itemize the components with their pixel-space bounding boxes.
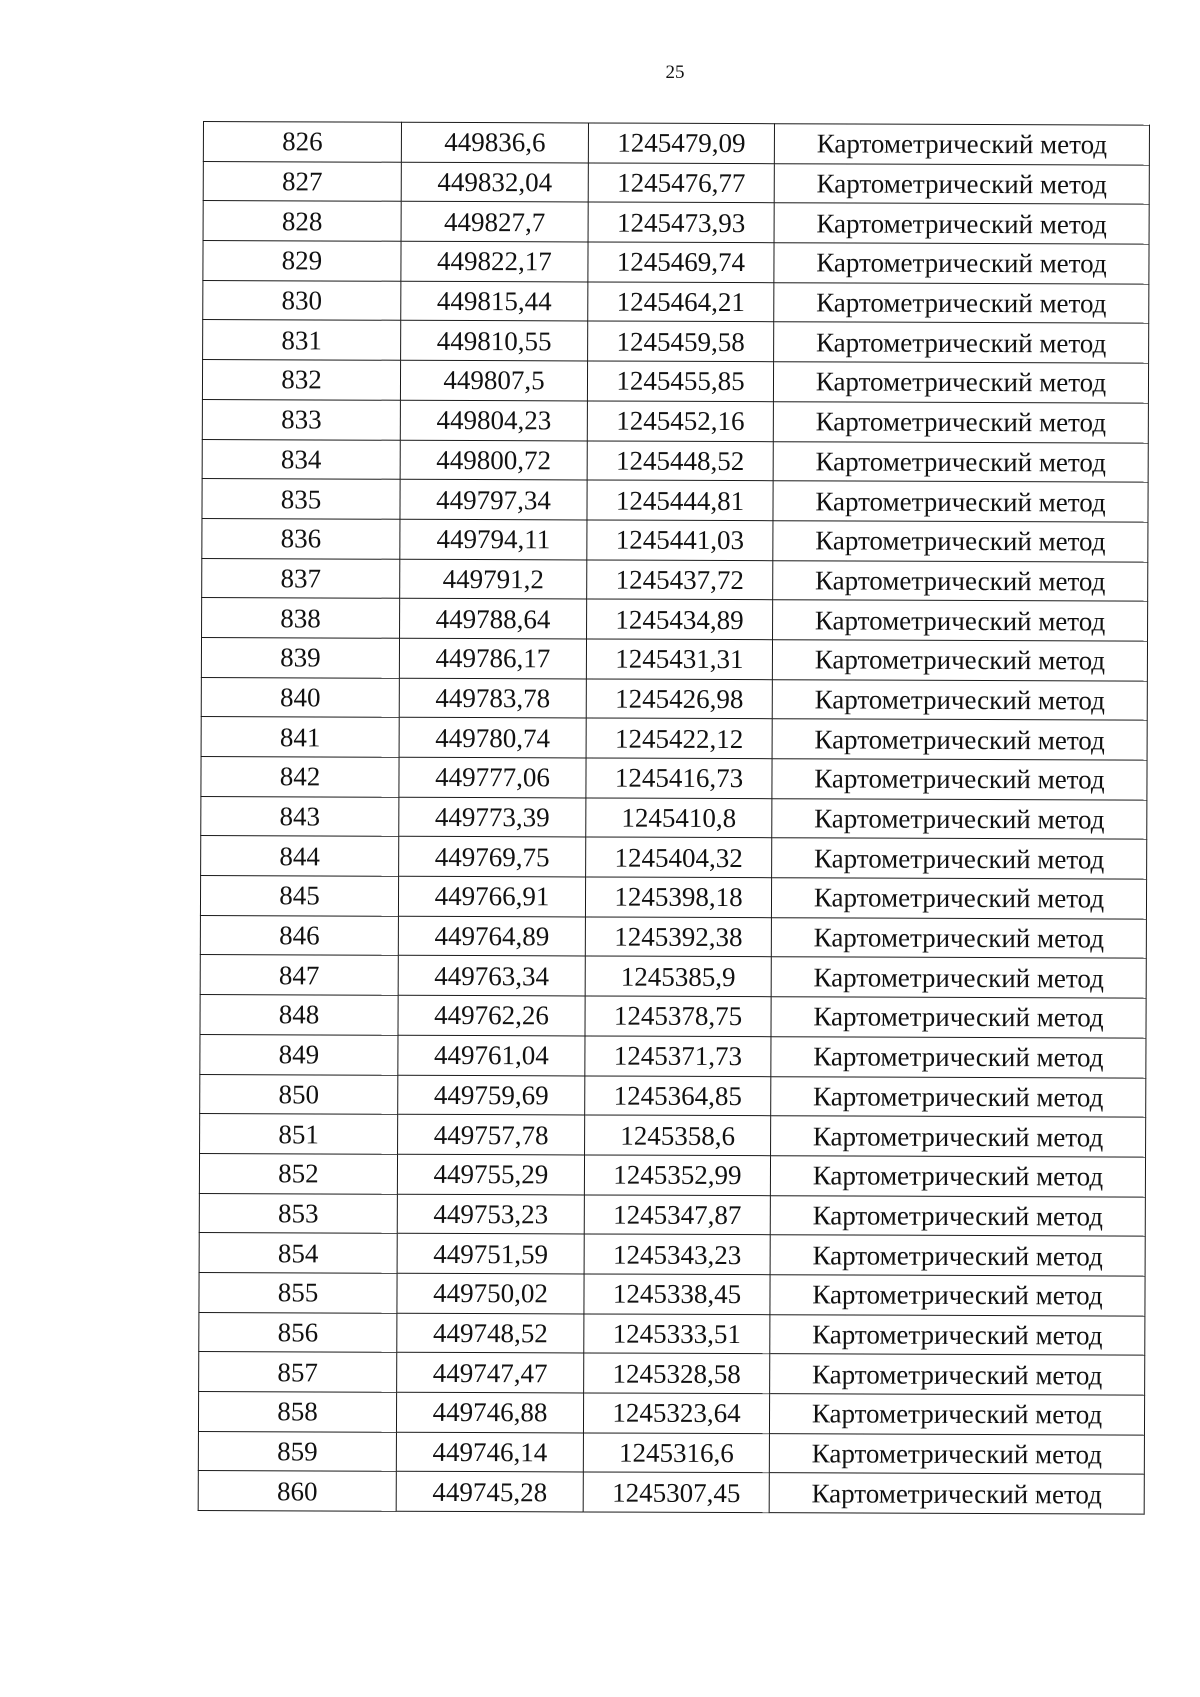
x-coordinate-cell: 449786,17 — [399, 638, 586, 678]
table-row — [200, 955, 1146, 998]
table-row — [200, 1034, 1146, 1077]
table-row — [201, 637, 1147, 680]
method-cell: Картометрический метод — [772, 640, 1147, 681]
table-row — [202, 518, 1148, 561]
table-row — [199, 1153, 1145, 1196]
y-coordinate-cell: 1245338,45 — [584, 1274, 770, 1314]
point-number-cell: 836 — [202, 518, 400, 558]
method-cell: Картометрический метод — [769, 1473, 1144, 1514]
y-coordinate-cell: 1245479,09 — [588, 123, 774, 163]
table-row — [198, 1471, 1144, 1514]
x-coordinate-cell: 449753,23 — [397, 1194, 584, 1234]
x-coordinate-cell: 449759,69 — [398, 1075, 585, 1115]
table-row — [201, 796, 1147, 839]
point-number-cell: 848 — [200, 995, 398, 1035]
method-cell: Картометрический метод — [773, 481, 1148, 522]
x-coordinate-cell: 449766,91 — [398, 876, 585, 916]
x-coordinate-cell: 449822,17 — [401, 241, 588, 281]
x-coordinate-cell: 449769,75 — [399, 837, 586, 877]
y-coordinate-cell: 1245476,77 — [588, 163, 774, 203]
x-coordinate-cell: 449783,78 — [399, 678, 586, 718]
point-number-cell: 846 — [200, 915, 398, 955]
y-coordinate-cell: 1245307,45 — [583, 1472, 769, 1512]
point-number-cell: 843 — [201, 796, 399, 836]
point-number-cell: 849 — [200, 1034, 398, 1074]
method-cell: Картометрический метод — [773, 521, 1148, 562]
point-number-cell: 830 — [203, 280, 401, 320]
point-number-cell: 856 — [199, 1312, 397, 1352]
y-coordinate-cell: 1245410,8 — [586, 798, 772, 838]
x-coordinate-cell: 449773,39 — [399, 797, 586, 837]
point-number-cell: 839 — [201, 637, 399, 677]
method-cell: Картометрический метод — [773, 560, 1148, 601]
method-cell: Картометрический метод — [772, 759, 1147, 800]
table-row — [202, 479, 1148, 522]
table-row — [202, 558, 1148, 601]
x-coordinate-cell: 449763,34 — [398, 956, 585, 996]
method-cell: Картометрический метод — [771, 1116, 1146, 1157]
x-coordinate-cell: 449810,55 — [401, 321, 588, 361]
y-coordinate-cell: 1245398,18 — [585, 877, 771, 917]
table-row — [202, 399, 1148, 442]
x-coordinate-cell: 449788,64 — [400, 599, 587, 639]
method-cell: Картометрический метод — [769, 1394, 1144, 1435]
method-cell: Картометрический метод — [774, 124, 1149, 165]
point-number-cell: 831 — [203, 320, 401, 360]
method-cell: Картометрический метод — [774, 203, 1149, 244]
y-coordinate-cell: 1245448,52 — [587, 440, 773, 480]
point-number-cell: 860 — [198, 1471, 396, 1511]
method-cell: Картометрический метод — [771, 1076, 1146, 1117]
y-coordinate-cell: 1245347,87 — [584, 1195, 770, 1235]
table-row — [198, 1431, 1144, 1474]
y-coordinate-cell: 1245426,98 — [586, 679, 772, 719]
point-number-cell: 859 — [198, 1431, 396, 1471]
point-number-cell: 828 — [203, 201, 401, 241]
point-number-cell: 837 — [202, 558, 400, 598]
coordinates-table — [198, 121, 1150, 1515]
point-number-cell: 851 — [200, 1114, 398, 1154]
y-coordinate-cell: 1245452,16 — [587, 401, 773, 441]
point-number-cell: 840 — [201, 677, 399, 717]
y-coordinate-cell: 1245459,58 — [588, 321, 774, 361]
table-row — [199, 1233, 1145, 1276]
y-coordinate-cell: 1245455,85 — [587, 361, 773, 401]
method-cell: Картометрический метод — [773, 402, 1148, 443]
y-coordinate-cell: 1245333,51 — [584, 1314, 770, 1354]
y-coordinate-cell: 1245434,89 — [587, 599, 773, 639]
table-row — [200, 995, 1146, 1038]
table-row — [201, 717, 1147, 760]
table-row — [199, 1193, 1145, 1236]
table-row — [202, 360, 1148, 403]
table-row — [199, 1352, 1145, 1395]
point-number-cell: 833 — [202, 399, 400, 439]
y-coordinate-cell: 1245316,6 — [583, 1433, 769, 1473]
x-coordinate-cell: 449791,2 — [400, 559, 587, 599]
method-cell: Картометрический метод — [769, 1433, 1144, 1474]
y-coordinate-cell: 1245404,32 — [586, 837, 772, 877]
table-row — [199, 1272, 1145, 1315]
table-row — [199, 1312, 1145, 1355]
point-number-cell: 841 — [201, 717, 399, 757]
x-coordinate-cell: 449804,23 — [400, 400, 587, 440]
point-number-cell: 857 — [199, 1352, 397, 1392]
point-number-cell: 827 — [203, 161, 401, 201]
y-coordinate-cell: 1245371,73 — [585, 1036, 771, 1076]
method-cell: Картометрический метод — [771, 997, 1146, 1038]
y-coordinate-cell: 1245328,58 — [584, 1353, 770, 1393]
point-number-cell: 834 — [202, 439, 400, 479]
y-coordinate-cell: 1245473,93 — [588, 202, 774, 242]
method-cell: Картометрический метод — [772, 679, 1147, 720]
x-coordinate-cell: 449815,44 — [401, 281, 588, 321]
x-coordinate-cell: 449807,5 — [400, 360, 587, 400]
table-row — [203, 201, 1149, 244]
point-number-cell: 858 — [198, 1391, 396, 1431]
method-cell: Картометрический метод — [770, 1354, 1145, 1395]
x-coordinate-cell: 449750,02 — [397, 1273, 584, 1313]
x-coordinate-cell: 449797,34 — [400, 479, 587, 519]
method-cell: Картометрический метод — [772, 838, 1147, 879]
method-cell: Картометрический метод — [771, 1037, 1146, 1078]
point-number-cell: 847 — [200, 955, 398, 995]
method-cell: Картометрический метод — [774, 282, 1149, 323]
table-row — [203, 280, 1149, 323]
x-coordinate-cell: 449757,78 — [398, 1114, 585, 1154]
x-coordinate-cell: 449836,6 — [401, 122, 588, 162]
y-coordinate-cell: 1245358,6 — [585, 1115, 771, 1155]
y-coordinate-cell: 1245323,64 — [583, 1393, 769, 1433]
method-cell: Картометрический метод — [774, 322, 1149, 363]
point-number-cell: 850 — [200, 1074, 398, 1114]
method-cell: Картометрический метод — [772, 719, 1147, 760]
table-row — [203, 122, 1149, 165]
method-cell: Картометрический метод — [774, 243, 1149, 284]
point-number-cell: 853 — [199, 1193, 397, 1233]
method-cell: Картометрический метод — [770, 1156, 1145, 1197]
table-row — [201, 677, 1147, 720]
x-coordinate-cell: 449746,14 — [396, 1432, 583, 1472]
x-coordinate-cell: 449747,47 — [397, 1353, 584, 1393]
table-row — [200, 1114, 1146, 1157]
y-coordinate-cell: 1245437,72 — [587, 560, 773, 600]
x-coordinate-cell: 449780,74 — [399, 718, 586, 758]
x-coordinate-cell: 449764,89 — [398, 916, 585, 956]
method-cell: Картометрический метод — [771, 878, 1146, 919]
point-number-cell: 842 — [201, 756, 399, 796]
table-row — [201, 836, 1147, 879]
x-coordinate-cell: 449777,06 — [399, 757, 586, 797]
point-number-cell: 826 — [203, 122, 401, 162]
method-cell: Картометрический метод — [773, 600, 1148, 641]
method-cell: Картометрический метод — [770, 1314, 1145, 1355]
x-coordinate-cell: 449755,29 — [397, 1154, 584, 1194]
point-number-cell: 844 — [201, 836, 399, 876]
y-coordinate-cell: 1245464,21 — [588, 282, 774, 322]
method-cell: Картометрический метод — [772, 798, 1147, 839]
y-coordinate-cell: 1245364,85 — [585, 1075, 771, 1115]
method-cell: Картометрический метод — [773, 441, 1148, 482]
table-row — [201, 756, 1147, 799]
x-coordinate-cell: 449762,26 — [398, 995, 585, 1035]
table-row — [200, 1074, 1146, 1117]
table-row — [200, 915, 1146, 958]
point-number-cell: 845 — [200, 876, 398, 916]
point-number-cell: 852 — [199, 1153, 397, 1193]
table-row — [203, 161, 1149, 204]
y-coordinate-cell: 1245416,73 — [586, 758, 772, 798]
x-coordinate-cell: 449751,59 — [397, 1234, 584, 1274]
method-cell: Картометрический метод — [774, 163, 1149, 204]
point-number-cell: 832 — [202, 360, 400, 400]
table-row — [202, 439, 1148, 482]
x-coordinate-cell: 449745,28 — [396, 1472, 583, 1512]
y-coordinate-cell: 1245343,23 — [584, 1234, 770, 1274]
x-coordinate-cell: 449748,52 — [397, 1313, 584, 1353]
y-coordinate-cell: 1245392,38 — [585, 917, 771, 957]
table-row — [202, 598, 1148, 641]
x-coordinate-cell: 449794,11 — [400, 519, 587, 559]
method-cell: Картометрический метод — [771, 957, 1146, 998]
y-coordinate-cell: 1245431,31 — [586, 639, 772, 679]
x-coordinate-cell: 449827,7 — [401, 202, 588, 242]
y-coordinate-cell: 1245378,75 — [585, 996, 771, 1036]
y-coordinate-cell: 1245469,74 — [588, 242, 774, 282]
x-coordinate-cell: 449761,04 — [398, 1035, 585, 1075]
method-cell: Картометрический метод — [770, 1275, 1145, 1316]
point-number-cell: 855 — [199, 1272, 397, 1312]
method-cell: Картометрический метод — [770, 1235, 1145, 1276]
page-number: 25 — [665, 62, 685, 83]
y-coordinate-cell: 1245352,99 — [584, 1155, 770, 1195]
point-number-cell: 835 — [202, 479, 400, 519]
table-row — [198, 1391, 1144, 1434]
method-cell: Картометрический метод — [771, 917, 1146, 958]
coordinates-table-body — [198, 122, 1149, 1515]
method-cell: Картометрический метод — [770, 1195, 1145, 1236]
y-coordinate-cell: 1245444,81 — [587, 480, 773, 520]
y-coordinate-cell: 1245422,12 — [586, 718, 772, 758]
table-row — [203, 320, 1149, 363]
point-number-cell: 838 — [202, 598, 400, 638]
method-cell: Картометрический метод — [773, 362, 1148, 403]
y-coordinate-cell: 1245385,9 — [585, 956, 771, 996]
point-number-cell: 854 — [199, 1233, 397, 1273]
x-coordinate-cell: 449800,72 — [400, 440, 587, 480]
table-row — [200, 876, 1146, 919]
x-coordinate-cell: 449746,88 — [396, 1392, 583, 1432]
table-row — [203, 241, 1149, 284]
x-coordinate-cell: 449832,04 — [401, 162, 588, 202]
y-coordinate-cell: 1245441,03 — [587, 520, 773, 560]
point-number-cell: 829 — [203, 241, 401, 281]
